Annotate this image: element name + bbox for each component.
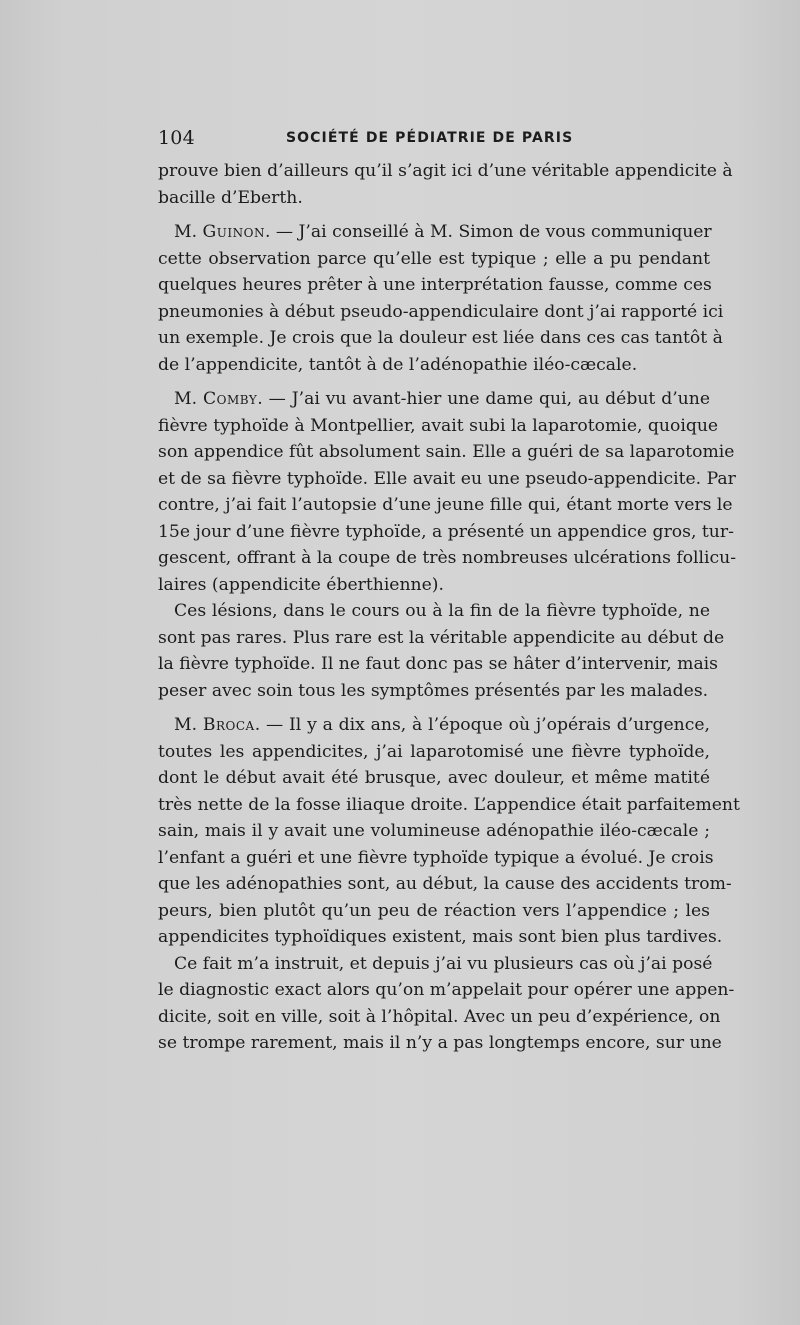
text-line: pneumonies à début pseudo-appendiculaire dont j’ai rapporté ici bbox=[158, 301, 724, 322]
text-line: prouve bien d’ailleurs qu’il s’agit ici d’une véritable appendicite à bbox=[158, 161, 733, 181]
speaker-line-rest: . — Il y a dix ans, à l’époque où j’opérais d’urgence, bbox=[254, 715, 710, 735]
paragraph bbox=[158, 219, 724, 378]
speaker-prefix: M. bbox=[174, 715, 203, 735]
text-line: fièvre typhoïde à Montpellier, avait subi la laparotomie, quoique bbox=[158, 415, 719, 436]
text-line: l’enfant a guéri et une fièvre typhoïde typique a évolué. Je crois bbox=[158, 847, 714, 868]
text-line: peurs, bien plutôt qu’un peu de réaction vers l’appendice ; les bbox=[158, 900, 710, 921]
text-line: toutes les appendicites, j’ai laparotomisé une fièvre typhoïde, bbox=[158, 741, 710, 762]
running-title: SOCIÉTÉ DE PÉDIATRIE DE PARIS bbox=[286, 130, 574, 146]
text-line: sont pas rares. Plus rare est la véritable appendicite au début de bbox=[158, 627, 725, 648]
text-line: dont le début avait été brusque, avec douleur, et même matité bbox=[158, 768, 710, 788]
text-line: et de sa fièvre typhoïde. Elle avait eu une pseudo-appendicite. Par bbox=[158, 468, 736, 489]
speaker-prefix: M. bbox=[174, 389, 203, 409]
text-line: 15e jour d’une fièvre typhoïde, a présenté un appendice gros, tur- bbox=[158, 521, 734, 542]
text-line: son appendice fût absolument sain. Elle a guéri de sa laparotomie bbox=[158, 442, 735, 462]
text-line: peser avec soin tous les symptômes présentés par les malades. bbox=[158, 680, 709, 701]
text-line: sain, mais il y avait une volumineuse adénopathie iléo-cæcale ; bbox=[158, 821, 710, 841]
text-line: laires (appendicite éberthienne). bbox=[158, 574, 444, 595]
text-line: gescent, offrant à la coupe de très nombreuses ulcérations follicu- bbox=[158, 548, 737, 568]
text-line: de l’appendicite, tantôt à de l’adénopathie iléo-cæcale. bbox=[158, 354, 638, 375]
text-line: bacille d’Eberth. bbox=[158, 187, 303, 208]
speaker-line-rest: . — J’ai conseillé à M. Simon de vous communiquer bbox=[264, 222, 712, 242]
text-line: Ces lésions, dans le cours ou à la fin de la fièvre typhoïde, ne bbox=[174, 601, 710, 621]
speaker-name: Guinon bbox=[202, 222, 265, 242]
text-line: dicite, soit en ville, soit à l’hôpital. Avec un peu d’expérience, on bbox=[158, 1006, 721, 1027]
text-line bbox=[158, 386, 710, 413]
text-line: se trompe rarement, mais il n’y a pas longtemps encore, sur une bbox=[158, 1033, 722, 1053]
paragraph bbox=[158, 951, 735, 1057]
page-number: 104 bbox=[158, 127, 195, 149]
paragraph bbox=[158, 598, 725, 704]
body-text bbox=[158, 158, 740, 1057]
speaker-prefix: M. bbox=[174, 222, 203, 242]
text-line: le diagnostic exact alors qu’on m’appelait pour opérer une appen- bbox=[158, 980, 735, 1000]
text-line: un exemple. Je crois que la douleur est liée dans ces cas tantôt à bbox=[158, 328, 723, 348]
text-line: contre, j’ai fait l’autopsie d’une jeune fille qui, étant morte vers le bbox=[158, 495, 733, 515]
text-line bbox=[158, 219, 710, 246]
text-line: très nette de la fosse iliaque droite. L’appendice était parfaitement bbox=[158, 794, 740, 815]
text-line: appendicites typhoïdiques existent, mais sont bien plus tardives. bbox=[158, 927, 723, 947]
page-header bbox=[158, 127, 710, 151]
text-line: la fièvre typhoïde. Il ne faut donc pas se hâter d’intervenir, mais bbox=[158, 654, 719, 674]
text-line: que les adénopathies sont, au début, la cause des accidents trom- bbox=[158, 874, 732, 894]
text-line: quelques heures prêter à une interprétation fausse, comme ces bbox=[158, 275, 712, 295]
paragraph bbox=[158, 158, 733, 211]
paragraph bbox=[158, 386, 737, 598]
speaker-name: Comby bbox=[202, 389, 258, 409]
speaker-line-rest: . — J’ai vu avant-hier une dame qui, au début d’une bbox=[257, 389, 710, 409]
text-line: Ce fait m’a instruit, et depuis j’ai vu plusieurs cas où j’ai posé bbox=[174, 953, 713, 974]
text-line: cette observation parce qu’elle est typique ; elle a pu pendant bbox=[158, 248, 710, 269]
text-line bbox=[158, 712, 710, 739]
paragraph bbox=[158, 712, 740, 951]
speaker-name: Broca bbox=[202, 715, 255, 735]
